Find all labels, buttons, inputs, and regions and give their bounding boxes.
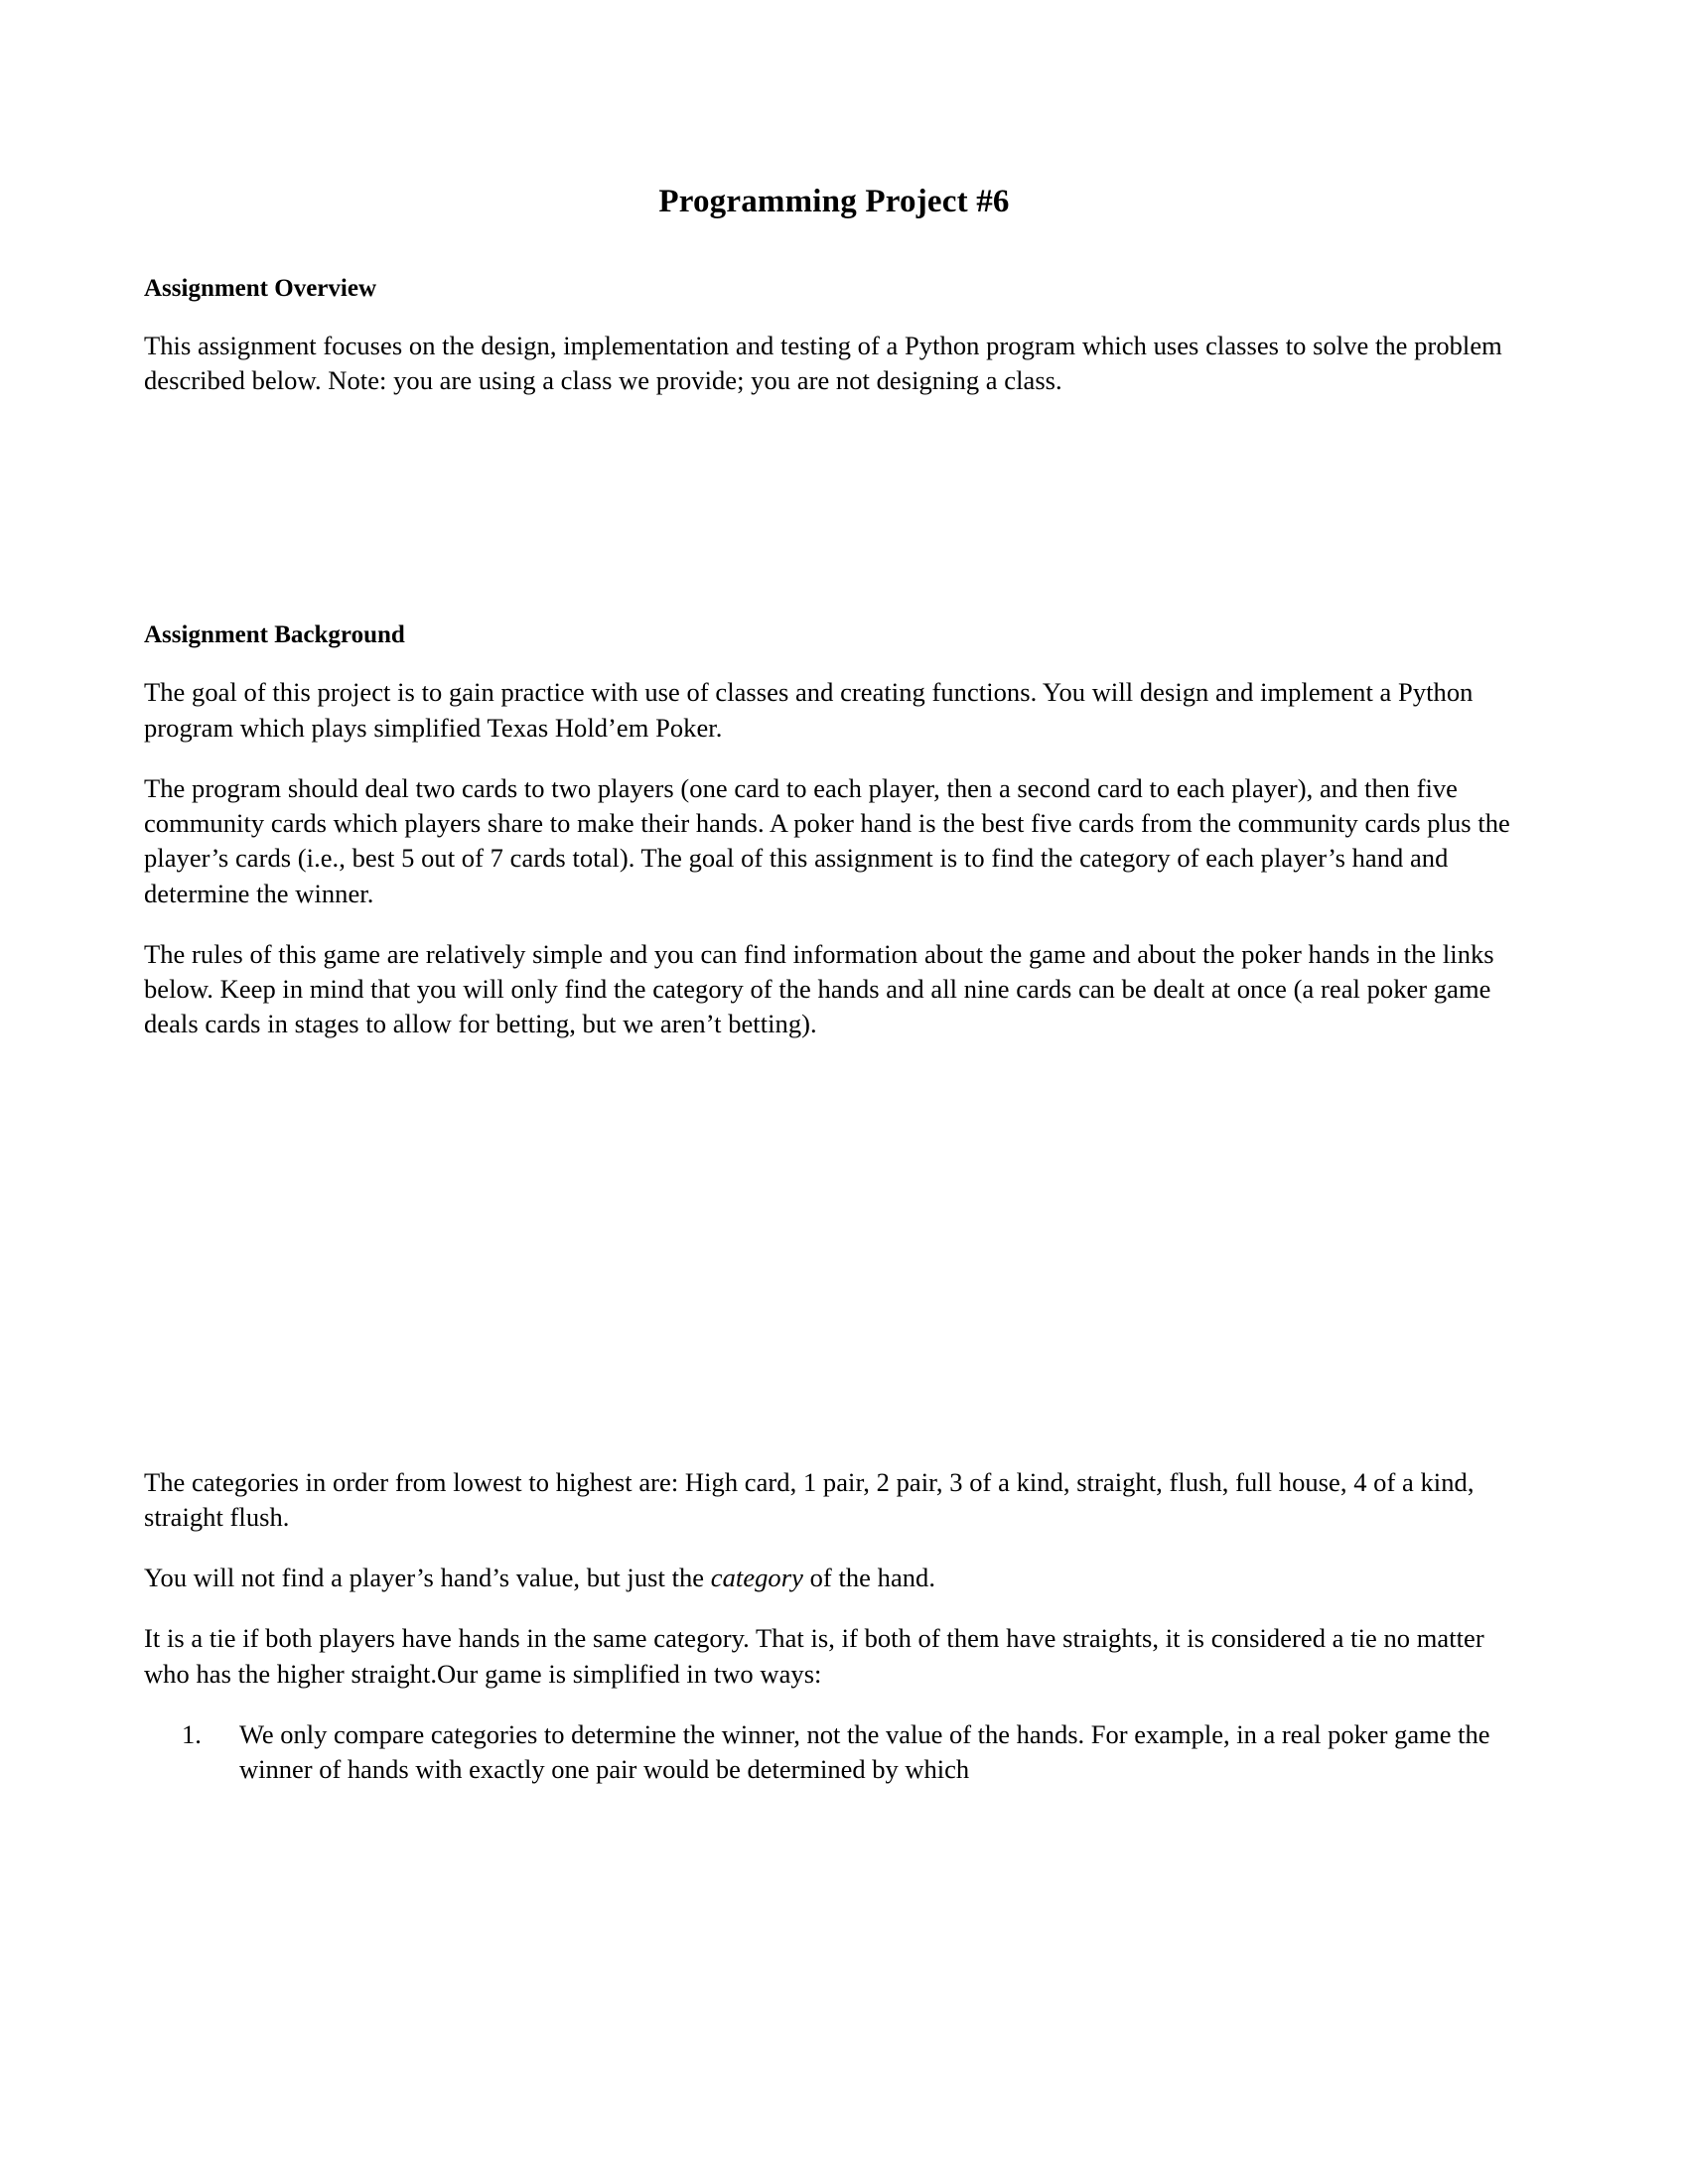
- value-note-suffix: of the hand.: [802, 1563, 936, 1593]
- page-title: Programming Project #6: [658, 184, 1010, 219]
- list-item-number: 1.: [182, 1718, 202, 1749]
- value-note-emphasis: category: [710, 1563, 803, 1593]
- section-heading-assignment-overview: Assignment Overview: [144, 275, 376, 302]
- paragraph-value-note: [144, 1561, 1524, 1595]
- paragraph-categories: The categories in order from lowest to highest are: High card, 1 pair, 2 pair, 3 of a kind, straight, flush, full house, 4 of a kind, straight flush.: [144, 1466, 1475, 1532]
- section-spacer-1: [144, 398, 1524, 567]
- value-note-prefix: You will not find a player’s hand’s value, but just the: [144, 1563, 711, 1593]
- paragraph-tie-rule: It is a tie if both players have hands in the same category. That is, if both of them have straights, it is considered a tie no matter who has the higher straight.Our game is simplified in two ways:: [144, 1623, 1484, 1689]
- section-spacer-2: [144, 1042, 1524, 1439]
- list-item-text: We only compare categories to determine the winner, not the value of the hands. For example, in a real poker game the winner of hands with exactly one pair would be determined by which: [239, 1718, 1490, 1784]
- paragraph-overview-1: This assignment focuses on the design, implementation and testing of a Python program which uses classes to solve the problem described below. Note: you are using a class we provide; you are not designing a class.: [144, 331, 1502, 396]
- numbered-list: [144, 1717, 1524, 1787]
- paragraph-background-3: The rules of this game are relatively simple and you can find information about the game and about the poker hands in the links below. Keep in mind that you will only find the category of the hands and all nine cards can be dealt at once (a real poker game deals cards in stages to allow for betting, but we aren’t betting).: [144, 938, 1494, 1039]
- document-content: [144, 0, 1524, 1797]
- section-heading-assignment-background: Assignment Background: [144, 621, 405, 649]
- list-item: [144, 1717, 1524, 1787]
- paragraph-background-1: The goal of this project is to gain practice with use of classes and creating functions. You will design and implement a Python program which plays simplified Texas Hold’em Poker.: [144, 677, 1474, 743]
- paragraph-background-2: The program should deal two cards to two players (one card to each player, then a second card to each player), and then five community cards which players share to make their hands. A poker hand is the best five cards from the community cards plus the player’s cards (i.e., best 5 out of 7 cards total). The goal of this assignment is to find the category of each player’s hand and determine the winner.: [144, 772, 1510, 908]
